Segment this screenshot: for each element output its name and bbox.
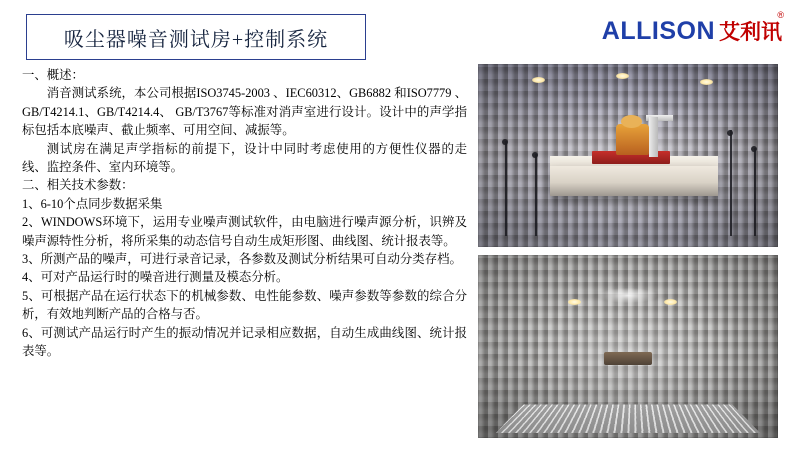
ceiling-light-icon <box>664 299 677 305</box>
test-device-head <box>621 115 642 128</box>
test-bench-body <box>550 166 718 195</box>
page-title: 吸尘器噪音测试房+控制系统 <box>63 28 329 51</box>
parameter-item-1: 1、6-10个点同步数据采集 <box>22 196 163 211</box>
microphone-head <box>502 139 508 145</box>
section-heading-overview: 一、概述： <box>22 68 84 82</box>
robot-arm-column <box>649 117 658 157</box>
logo-chinese-name: 艾利讯 <box>719 21 782 44</box>
parameter-item-6: 6、可测试产品运行时产生的振动情况并记录相应数据，自动生成曲线图、统计报表等。 <box>22 325 467 359</box>
ceiling-light-icon <box>700 79 713 85</box>
ceiling-light-icon <box>568 299 581 305</box>
chamber-stand <box>604 352 652 365</box>
test-device-body <box>616 124 649 155</box>
microphone-head <box>532 152 538 158</box>
microphone-stand <box>505 141 507 236</box>
parameter-item-3: 3、所测产品的噪声，可进行录音记录，各参数及测试分析结果可自动分类存档。 <box>22 252 462 267</box>
company-logo <box>601 10 784 46</box>
parameter-item-2: 2、WINDOWS环境下，运用专业噪声测试软件，由电脑进行噪声源分析，识辨及噪声源特性分析，将所采集的动态信号自动生成矩形图、曲线图、统计报表等。 <box>22 215 467 248</box>
section-heading-parameters: 二、相关技术参数： <box>22 178 134 193</box>
body-content <box>22 66 467 361</box>
microphone-head <box>727 130 733 136</box>
slide-title-box <box>26 14 366 60</box>
ceiling-light-panel <box>598 288 658 303</box>
overview-paragraph-2: 测试房在满足声学指标的前提下，设计中同时考虑使用的方便性仪器的走线、监控条件、室内环境等。 <box>22 141 467 175</box>
microphone-stand <box>754 148 756 236</box>
photo-empty-chamber <box>478 255 778 438</box>
ceiling-light-icon <box>532 77 545 83</box>
parameter-item-5: 5、可根据产品在运行状态下的机械参数、电性能参数、噪声参数等参数的综合分析，有效地判断产品的合格与否。 <box>22 288 467 322</box>
parameter-item-4: 4、可对产品运行时的噪音进行测量及模态分析。 <box>22 270 289 285</box>
logo-wordmark: ALLISON <box>601 17 715 45</box>
floor-grating <box>496 405 760 433</box>
photo-chamber-with-bench <box>478 64 778 247</box>
microphone-stand <box>535 154 537 236</box>
registered-trademark-icon: ® <box>777 10 784 20</box>
overview-paragraph-1: 消音测试系统，本公司根据ISO3745-2003 、IEC60312、GB6882 和ISO7779 、GB/T4214.1、GB/T4214.4、 GB/T3767等标准对消声室进行设计。设计中的声学指标包括本底噪声、截止频率、可用空间、减振等。 <box>22 86 467 138</box>
microphone-stand <box>730 130 732 236</box>
